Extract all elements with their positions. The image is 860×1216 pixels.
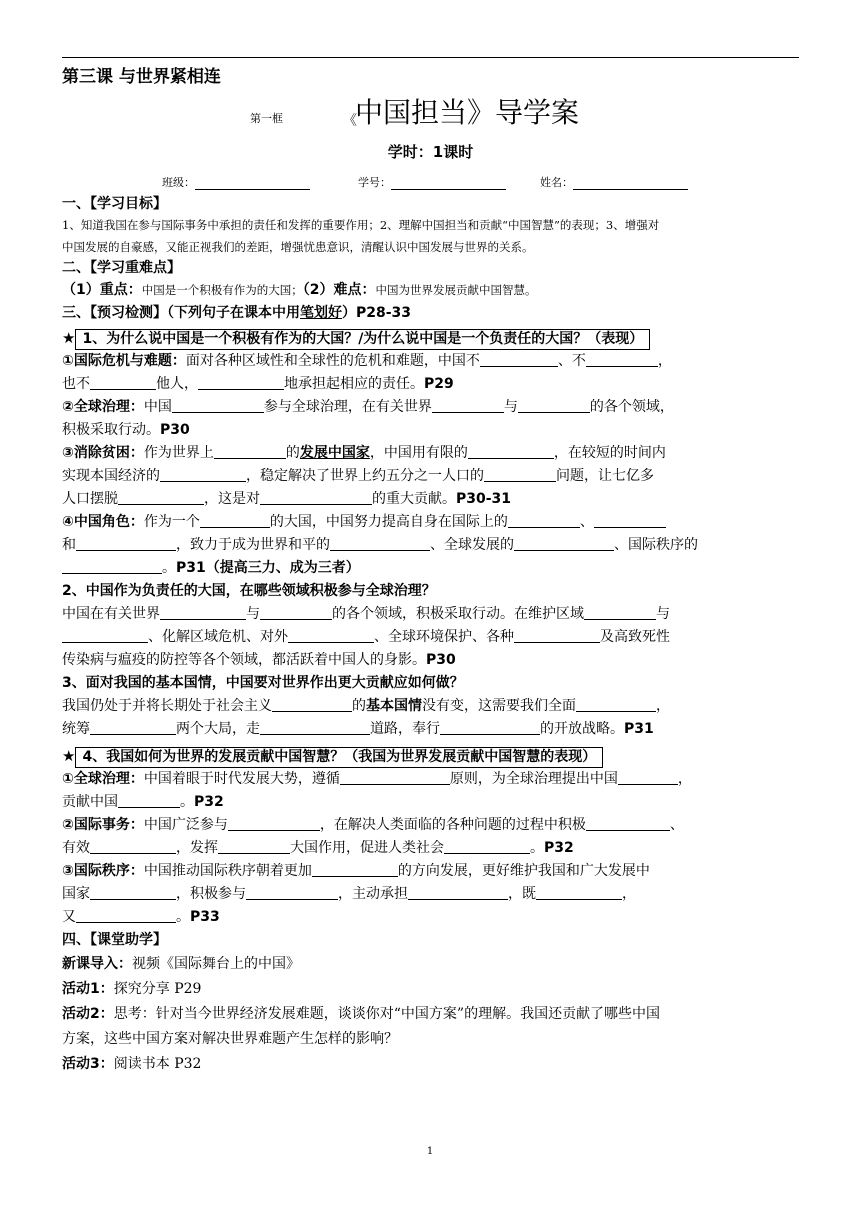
- answer-blank[interactable]: [198, 375, 284, 390]
- answer-blank[interactable]: [586, 816, 670, 831]
- answer-blank[interactable]: [618, 770, 678, 785]
- answer-blank[interactable]: [330, 536, 430, 551]
- name-field[interactable]: 姓名：: [540, 174, 688, 190]
- answer-blank[interactable]: [90, 720, 176, 735]
- q1-item-governance: ②全球治理：中国 参与全球治理，在有关世界 与 的各个领域， 积极采取行动。P30: [62, 399, 674, 438]
- answer-blank[interactable]: [76, 908, 176, 923]
- answer-blank[interactable]: [340, 770, 450, 785]
- study-hours: 学时：1课时: [387, 143, 474, 161]
- section1-heading: 一、【学习目标】: [62, 196, 167, 212]
- answer-blank[interactable]: [62, 559, 162, 574]
- question4-row: [62, 746, 799, 768]
- answer-blank[interactable]: [480, 352, 558, 367]
- answer-blank[interactable]: [312, 862, 398, 877]
- question2: 2、中国作为负责任的大国，在哪些领域积极参与全球治理？: [62, 583, 436, 599]
- q3-answer: 我国仍处于并将长期处于社会主义 的基本国情没有变，这需要我们全面 ， 统筹 两个大局，走 道路，奉行 的开放战略。P31: [62, 698, 670, 737]
- answer-blank[interactable]: [514, 628, 600, 643]
- answer-blank[interactable]: [160, 605, 246, 620]
- main-title: 中国担当》导学案: [355, 96, 580, 129]
- q1-item-role: ④中国角色：作为一个 的大国，中国努力提高自身在国际上的 、 和 ，致力于成为世界和平的 、全球发展的 、国际秩序的 。P31（提高三力、成为三者）: [62, 514, 698, 576]
- answer-blank[interactable]: [586, 352, 658, 367]
- answer-blank[interactable]: [432, 398, 504, 413]
- answer-blank[interactable]: [484, 467, 556, 482]
- answer-blank[interactable]: [62, 628, 148, 643]
- answer-blank[interactable]: [508, 513, 580, 528]
- header-rule: [62, 57, 799, 58]
- learning-goals-line2: 中国发展的自豪感，又能正视我们的差距，增强忧患意识，清醒认识中国发展与世界的关系。: [62, 240, 534, 254]
- answer-blank[interactable]: [172, 398, 264, 413]
- page-number: 1: [426, 1146, 434, 1157]
- answer-blank[interactable]: [228, 816, 320, 831]
- answer-blank[interactable]: [218, 839, 290, 854]
- q4-item-affairs: ②国际事务：中国广泛参与 ，在解决人类面临的各种问题的过程中积极 、 有效 ，发挥 大国作用，促进人类社会 。P32: [62, 817, 684, 856]
- answer-blank[interactable]: [440, 720, 540, 735]
- answer-blank[interactable]: [576, 697, 656, 712]
- class-field-line[interactable]: [195, 176, 310, 190]
- answer-blank[interactable]: [536, 885, 622, 900]
- name-field-line[interactable]: [573, 176, 688, 190]
- activity-3: 活动3：阅读书本 P32: [62, 1056, 202, 1072]
- star-icon: ★: [62, 747, 76, 765]
- q1-item-crises: ①国际危机与难题：面对各种区域性和全球性的危机和难题，中国不 、不 ， 也不 他人， 地承担起相应的责任。P29: [62, 353, 672, 392]
- class-field[interactable]: 班级：: [162, 174, 310, 190]
- answer-blank[interactable]: [118, 793, 180, 808]
- answer-blank[interactable]: [260, 490, 372, 505]
- section4-heading: 四、【课堂助学】: [62, 932, 167, 948]
- answer-blank[interactable]: [90, 885, 176, 900]
- activity-2: 活动2：思考：针对当今世界经济发展难题，谈谈你对“中国方案”的理解。我国还贡献了哪些中国 方案，这些中国方案对解决世界难题产生怎样的影响？: [62, 1006, 661, 1047]
- answer-blank[interactable]: [584, 605, 656, 620]
- answer-blank[interactable]: [260, 605, 332, 620]
- q4-item-order: ③国际秩序：中国推动国际秩序朝着更加 的方向发展，更好维护我国和广大发展中 国家 ，积极参与 ，主动承担 ，既 ， 又 。P33: [62, 863, 650, 925]
- answer-blank[interactable]: [200, 513, 270, 528]
- question1: 1、为什么说中国是一个积极有作为的大国？/为什么说中国是一个负责任的大国？（表现）: [75, 329, 650, 350]
- title-left-quote: 《: [343, 113, 357, 129]
- answer-blank[interactable]: [594, 513, 666, 528]
- learning-goals-line1: 1、知道我国在参与国际事务中承担的责任和发挥的重要作用；2、理解中国担当和贡献“中国智慧”的表现；3、增强对: [62, 218, 660, 232]
- answer-blank[interactable]: [514, 536, 614, 551]
- answer-blank[interactable]: [246, 885, 338, 900]
- answer-blank[interactable]: [160, 467, 246, 482]
- answer-blank[interactable]: [90, 839, 176, 854]
- answer-blank[interactable]: [444, 839, 530, 854]
- number-field-line[interactable]: [391, 176, 506, 190]
- question3: 3、面对我国的基本国情，中国要对世界作出更大贡献应如何做？: [62, 675, 464, 691]
- frame-label: 第一框: [250, 112, 283, 125]
- answer-blank[interactable]: [468, 444, 554, 459]
- answer-blank[interactable]: [214, 444, 286, 459]
- star-icon: ★: [62, 329, 76, 347]
- title-row: [62, 90, 799, 136]
- section2-heading: 二、【学习重难点】: [62, 260, 181, 276]
- answer-blank[interactable]: [408, 885, 508, 900]
- worksheet: [62, 60, 799, 1077]
- lesson-title: 第三课 与世界紧相连: [62, 67, 221, 87]
- answer-blank[interactable]: [518, 398, 590, 413]
- question1-row: [62, 328, 799, 350]
- answer-blank[interactable]: [90, 375, 156, 390]
- new-lesson-intro: 新课导入：视频《国际舞台上的中国》: [62, 956, 300, 972]
- question4: 4、我国如何为世界的发展贡献中国智慧？（我国为世界发展贡献中国智慧的表现）: [75, 747, 603, 768]
- section3-heading: 三、【预习检测】（下列句子在课本中用笔划好）P28-33: [62, 305, 412, 321]
- key-points: （1）重点：中国是一个积极有作为的大国；（2）难点：中国为世界发展贡献中国智慧。: [62, 282, 537, 298]
- student-info-fields: [62, 170, 799, 194]
- answer-blank[interactable]: [288, 628, 374, 643]
- answer-blank[interactable]: [260, 720, 370, 735]
- q2-answer: 中国在有关世界 与 的各个领域，积极采取行动。在维护区域 与 、化解区域危机、对外 、全球环境保护、各种 及高致死性 传染病与瘟疫的防控等各个领域，都活跃着中国人的身影。P30: [62, 606, 670, 668]
- answer-blank[interactable]: [118, 490, 204, 505]
- number-field[interactable]: 学号：: [358, 174, 506, 190]
- q4-item-governance: ①全球治理：中国着眼于时代发展大势，遵循 原则，为全球治理提出中国 ， 贡献中国 。P32: [62, 771, 692, 810]
- q1-item-poverty: ③消除贫困：作为世界上 的发展中国家，中国用有限的 ，在较短的时间内 实现本国经济的 ，稳定解决了世界上约五分之一人口的 问题，让七亿多 人口摆脱 ，这是对 的重大贡献。P30-31: [62, 445, 666, 507]
- activity-1: 活动1：探究分享 P29: [62, 981, 202, 997]
- answer-blank[interactable]: [76, 536, 176, 551]
- answer-blank[interactable]: [272, 697, 352, 712]
